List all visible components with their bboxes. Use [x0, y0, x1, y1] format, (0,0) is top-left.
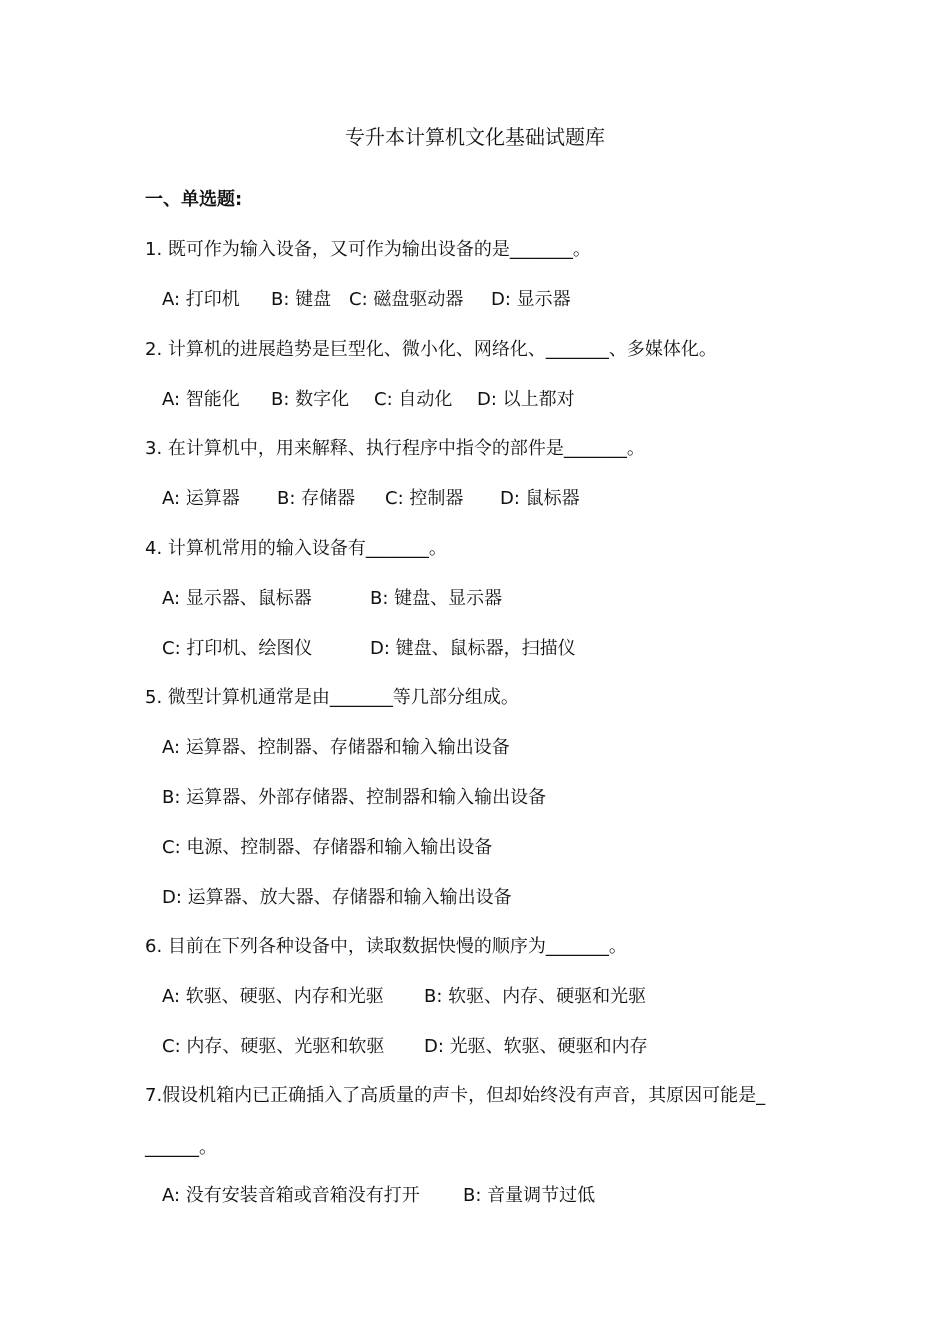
question-6-option-a: A: 软驱、硬驱、内存和光驱 [162, 986, 384, 1007]
question-3-option-d: D: 鼠标器 [500, 488, 580, 509]
document-title: 专升本计算机文化基础试题库 [345, 125, 605, 149]
question-4-option-b: B: 键盘、显示器 [370, 588, 503, 609]
question-6-option-c: C: 内存、硬驱、光驱和软驱 [162, 1036, 385, 1057]
question-5-option-c: C: 电源、控制器、存储器和输入输出设备 [162, 837, 493, 858]
question-7-option-a: A: 没有安装音箱或音箱没有打开 [162, 1185, 420, 1206]
question-7-option-b: B: 音量调节过低 [463, 1185, 596, 1206]
question-4-stem: 4. 计算机常用的输入设备有_______。 [145, 538, 447, 559]
question-1-option-d: D: 显示器 [491, 289, 571, 310]
question-2-option-a: A: 智能化 [162, 389, 240, 410]
question-3-option-c: C: 控制器 [385, 488, 464, 509]
question-6-option-d: D: 光驱、软驱、硬驱和内存 [424, 1036, 648, 1057]
question-2-option-c: C: 自动化 [374, 389, 453, 410]
section-heading: 一、单选题: [145, 189, 243, 210]
question-3-stem: 3. 在计算机中，用来解释、执行程序中指令的部件是_______。 [145, 438, 645, 459]
question-5-option-a: A: 运算器、控制器、存储器和输入输出设备 [162, 737, 510, 758]
question-5-stem: 5. 微型计算机通常是由_______等几部分组成。 [145, 687, 519, 708]
question-2-stem: 2. 计算机的进展趋势是巨型化、微小化、网络化、_______、多媒体化。 [145, 339, 717, 360]
question-7-stem-continued: ______。 [145, 1137, 217, 1158]
question-1-option-a: A: 打印机 [162, 289, 240, 310]
question-2-option-b: B: 数字化 [271, 389, 350, 410]
question-6-stem: 6. 目前在下列各种设备中，读取数据快慢的顺序为_______。 [145, 936, 627, 957]
question-3-option-a: A: 运算器 [162, 488, 240, 509]
question-4-option-d: D: 键盘、鼠标器，扫描仪 [370, 638, 576, 659]
question-6-option-b: B: 软驱、内存、硬驱和光驱 [424, 986, 647, 1007]
question-5-option-b: B: 运算器、外部存储器、控制器和输入输出设备 [162, 787, 547, 808]
question-3-option-b: B: 存储器 [277, 488, 356, 509]
question-4-option-c: C: 打印机、绘图仪 [162, 638, 313, 659]
question-7-stem: 7.假设机箱内已正确插入了高质量的声卡，但却始终没有声音，其原因可能是_ [145, 1085, 766, 1106]
question-1-option-c: C: 磁盘驱动器 [349, 289, 464, 310]
question-5-option-d: D: 运算器、放大器、存储器和输入输出设备 [162, 887, 512, 908]
question-4-option-a: A: 显示器、鼠标器 [162, 588, 312, 609]
question-1-option-b: B: 键盘 [271, 289, 332, 310]
question-1-stem: 1. 既可作为输入设备，又可作为输出设备的是_______。 [145, 239, 591, 260]
question-2-option-d: D: 以上都对 [477, 389, 575, 410]
